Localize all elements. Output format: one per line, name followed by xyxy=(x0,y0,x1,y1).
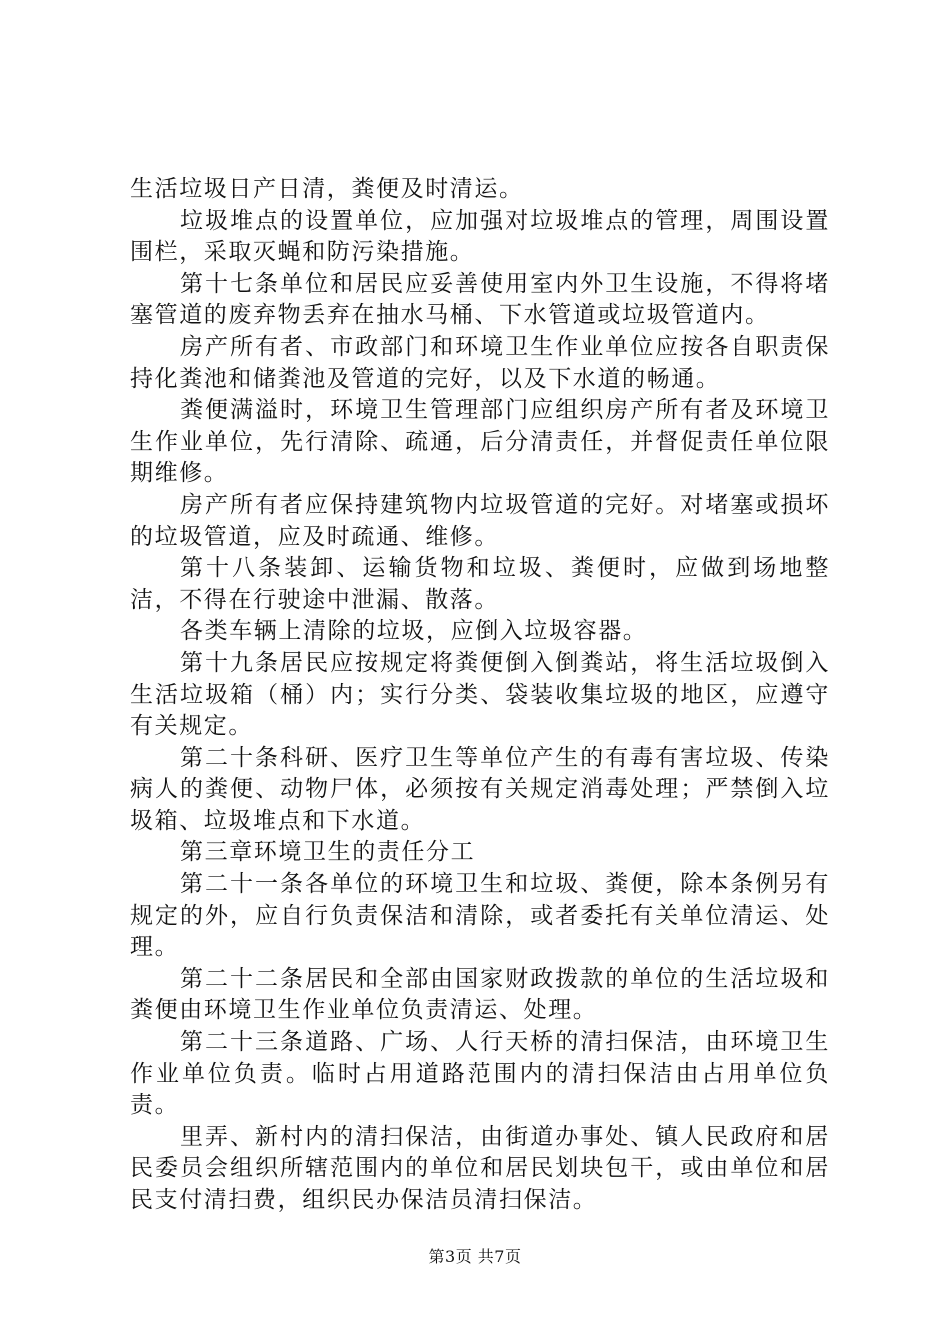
paragraph: 第十九条居民应按规定将粪便倒入倒粪站，将生活垃圾倒入生活垃圾箱（桶）内；实行分类、袋装收集垃圾的地区，应遵守有关规定。 xyxy=(130,649,830,740)
page-number-footer: 第3页 共7页 xyxy=(428,1247,522,1266)
chapter-heading: 第三章环境卫生的责任分工 xyxy=(180,839,476,866)
paragraph: 垃圾堆点的设置单位，应加强对垃圾堆点的管理，周围设置围栏，采取灭蝇和防污染措施。 xyxy=(130,207,830,266)
paragraph: 里弄、新村内的清扫保洁，由街道办事处、镇人民政府和居民委员会组织所辖范围内的单位和居民划块包干，或由单位和居民支付清扫费，组织民办保洁员清扫保洁。 xyxy=(130,1123,830,1213)
paragraph: 第二十条科研、医疗卫生等单位产生的有毒有害垃圾、传染病人的粪便、动物尸体，必须按有关规定消毒处理；严禁倒入垃圾箱、垃圾堆点和下水道。 xyxy=(130,744,830,834)
paragraph: 粪便满溢时，环境卫生管理部门应组织房产所有者及环境卫生作业单位，先行清除、疏通，后分清责任，并督促责任单位限期维修。 xyxy=(130,397,830,487)
paragraph: 各类车辆上清除的垃圾，应倒入垃圾容器。 xyxy=(180,618,648,645)
paragraph: 房产所有者、市政部门和环境卫生作业单位应按各自职责保持化粪池和储粪池及管道的完好，以及下水道的畅通。 xyxy=(130,333,830,392)
document-body xyxy=(130,174,830,1217)
paragraph: 房产所有者应保持建筑物内垃圾管道的完好。对堵塞或损坏的垃圾管道，应及时疏通、维修。 xyxy=(130,491,830,550)
paragraph: 第二十二条居民和全部由国家财政拨款的单位的生活垃圾和粪便由环境卫生作业单位负责清运、处理。 xyxy=(130,965,830,1024)
paragraph: 第十八条装卸、运输货物和垃圾、粪便时，应做到场地整洁，不得在行驶途中泄漏、散落。 xyxy=(130,555,830,613)
paragraph: 第二十三条道路、广场、人行天桥的清扫保洁，由环境卫生作业单位负责。临时占用道路范围内的清扫保洁由占用单位负责。 xyxy=(130,1029,830,1119)
paragraph: 第十七条单位和居民应妥善使用室内外卫生设施，不得将堵塞管道的废弃物丢弃在抽水马桶、下水管道或垃圾管道内。 xyxy=(130,270,830,329)
paragraph: 生活垃圾日产日清，粪便及时清运。 xyxy=(130,176,524,202)
paragraph: 第二十一条各单位的环境卫生和垃圾、粪便，除本条例另有规定的外，应自行负责保洁和清除，或者委托有关单位清运、处理。 xyxy=(130,871,830,961)
